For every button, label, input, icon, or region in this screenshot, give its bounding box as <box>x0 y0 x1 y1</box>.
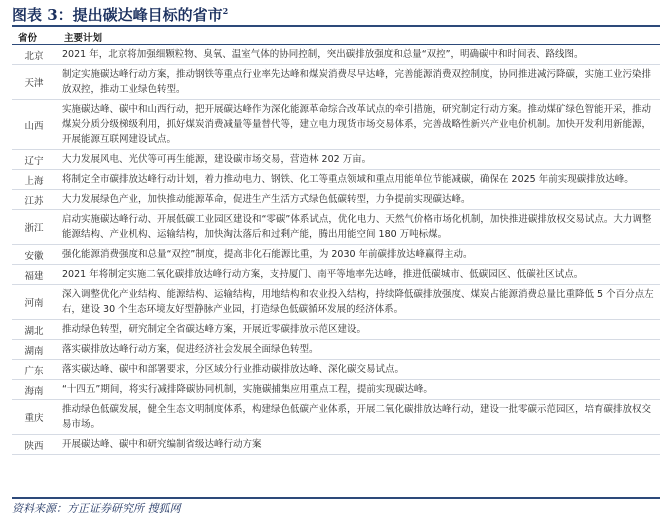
row-plan: 推动绿色低碳发展，健全生态文明制度体系，构建绿色低碳产业体系，开展二氧化碳排放达峰行动，建设一批零碳示范园区，培育碳排放权交易市场。 <box>62 404 652 430</box>
table-header <box>12 27 660 44</box>
row-plan: 大力发展绿色产业，加快推动能源革命，促进生产生活方式绿色低碳转型，力争提前实现碳达峰。 <box>62 194 471 205</box>
row-province: 海南 <box>24 385 44 397</box>
header-province: 省份 <box>18 33 38 44</box>
table-row <box>12 100 660 150</box>
row-plan: 深入调整优化产业结构、能源结构、运输结构，用地结构和农业投入结构，持续降低碳排放强度、煤炭占能源消费总量比重降低 5 个百分点左右，建设 30 个生态环境友好型静脉产业园，打造绿色低碳循环发展的经济体系。 <box>62 289 654 315</box>
row-plan: 大力发展风电、光伏等可再生能源，建设碳市场交易，营造林 202 万亩。 <box>62 154 372 165</box>
row-plan: 2021 年，北京将加强细颗粒物、臭氧、温室气体的协同控制，突出碳排放强度和总量“双控”，明确碳中和时间表、路线图。 <box>62 49 584 60</box>
row-plan: 落实碳排放达峰行动方案，促进经济社会发展全面绿色转型。 <box>62 344 319 355</box>
row-province: 湖北 <box>24 325 44 337</box>
figure-title <box>12 4 228 25</box>
table-row <box>12 190 660 210</box>
row-plan: 启动实施碳达峰行动、开展低碳工业园区建设和“零碳”体系试点，优化电力、天然气价格市场化机制，加快推进碳排放权交易试点。大力调整能源结构、产业机构、运输结构，加快淘汰落后和过剩产能，腾出用能空间 180 万吨标煤。 <box>62 214 652 240</box>
table-row <box>12 170 660 190</box>
row-plan: 落实碳达峰、碳中和部署要求，分区域分行业推动碳排放达峰、深化碳交易试点。 <box>62 364 405 375</box>
row-province: 天津 <box>24 78 44 89</box>
row-plan: “十四五”期间，将实行减排降碳协同机制，实施碳捕集应用重点工程，提前实现碳达峰。 <box>62 384 433 395</box>
source-note: 资料来源：方正证券研究所 搜狐网 <box>12 502 181 515</box>
row-province: 辽宁 <box>24 155 44 167</box>
table-body <box>12 45 660 455</box>
row-province: 安徽 <box>24 250 44 262</box>
table-row <box>12 340 660 360</box>
row-plan: 强化能源消费强度和总量“双控”制度，提高非化石能源比重，为 2030 年前碳排放达峰赢得主动。 <box>62 249 473 260</box>
row-province: 山西 <box>24 120 44 132</box>
table-row <box>12 245 660 265</box>
table-row <box>12 210 660 245</box>
table-row <box>12 400 660 435</box>
row-plan: 2021 年将制定实施二氧化碳排放达峰行动方案，支持厦门、南平等地率先达峰，推进低碳城市、低碳园区、低碳社区试点。 <box>62 269 584 280</box>
row-province: 重庆 <box>24 413 44 424</box>
row-province: 广东 <box>24 365 44 377</box>
table-row <box>12 45 660 65</box>
table-row <box>12 265 660 285</box>
row-province: 上海 <box>24 175 44 187</box>
row-province: 北京 <box>24 50 44 62</box>
table-row <box>12 320 660 340</box>
table-row <box>12 65 660 100</box>
row-province: 江苏 <box>24 195 44 207</box>
table-row <box>12 435 660 455</box>
row-plan: 将制定全市碳排放达峰行动计划，着力推动电力、钢铁、化工等重点领域和重点用能单位节能减碳，确保在 2025 年前实现碳排放达峰。 <box>62 174 634 185</box>
row-province: 浙江 <box>24 223 44 234</box>
table-bottom-rule <box>12 497 660 499</box>
row-province: 河南 <box>24 298 44 309</box>
table-row <box>12 380 660 400</box>
figure-title-footnote: 2 <box>222 6 229 16</box>
row-province: 陕西 <box>24 440 44 452</box>
header-plan: 主要计划 <box>64 33 103 44</box>
row-plan: 实施碳达峰、碳中和山西行动，把开展碳达峰作为深化能源革命综合改革试点的牵引措施，研究制定行动方案。推动煤矿绿色智能开采，推动煤炭分质分级梯级利用，抓好煤炭消费减量等量替代等，建立电力现货市场交易体系，完善战略性新兴产业电价机制。加快开发利用新能源，开展能源互联网建设试点。 <box>62 104 652 145</box>
table-row <box>12 285 660 320</box>
figure-title-text: 图表 3：提出碳达峰目标的省市 <box>12 6 223 24</box>
table-row <box>12 150 660 170</box>
row-plan: 开展碳达峰、碳中和研究编制省级达峰行动方案 <box>62 439 262 450</box>
table-row <box>12 360 660 380</box>
row-province: 福建 <box>24 270 44 282</box>
row-plan: 推动绿色转型，研究制定全省碳达峰方案，开展近零碳排放示范区建设。 <box>62 324 367 335</box>
row-province: 湖南 <box>24 345 44 357</box>
row-plan: 制定实施碳达峰行动方案，推动钢铁等重点行业率先达峰和煤炭消费尽早达峰，完善能源消费双控制度，协同推进减污降碳，实施工业污染排放双控，推动工业绿色转型。 <box>62 69 652 95</box>
